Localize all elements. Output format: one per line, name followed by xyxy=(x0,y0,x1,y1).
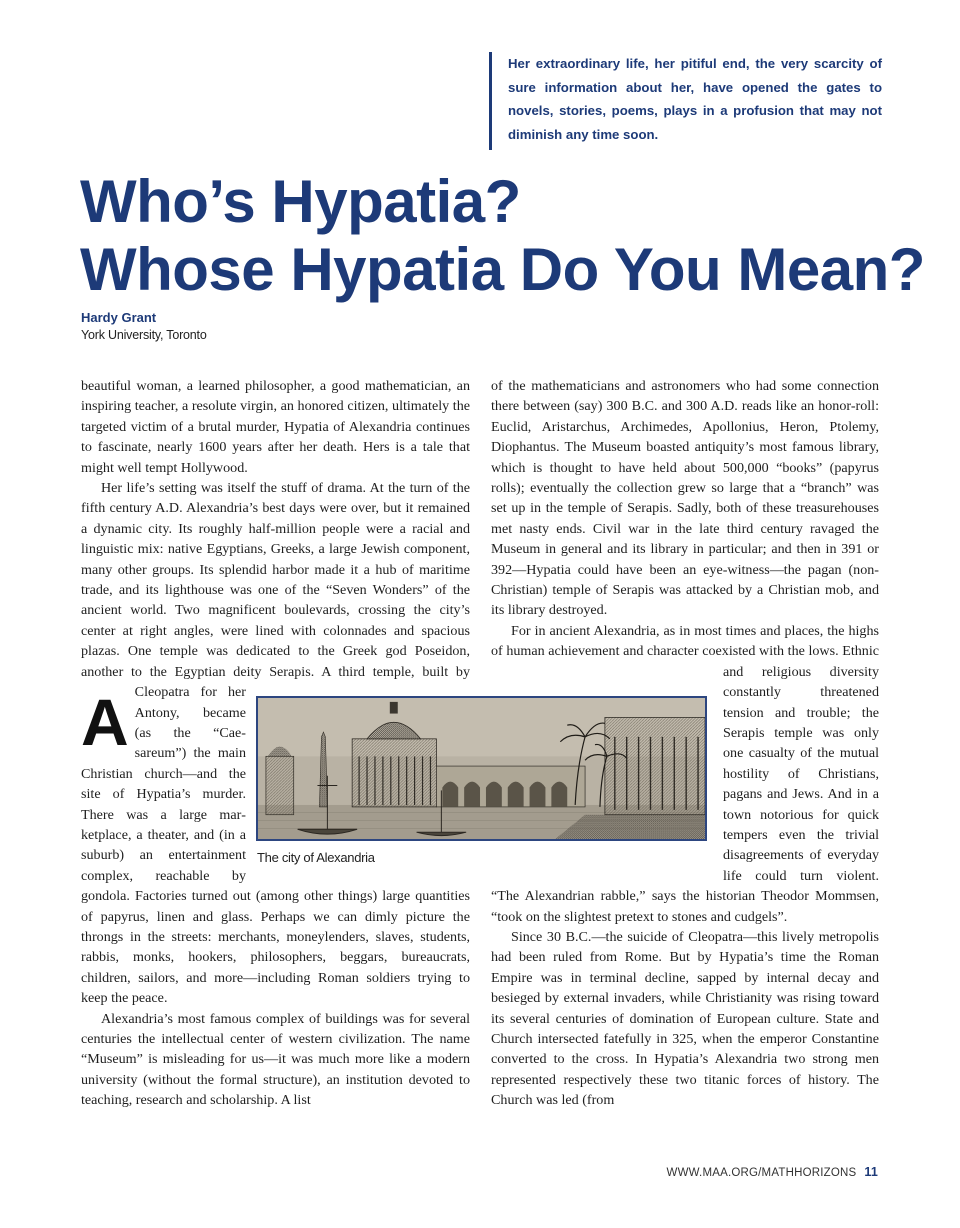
paragraph-6: Since 30 B.C.—the suicide of Cleopatra—this lively metropolis had been ruled from Rome. But by Hypatia’s time the Roman Empire was in terminal decline, sapped by internal decay and besieged by external invaders, while Christianity was rising toward its several centuries of domination of European culture. State and Church intersected fatefully in 325, when the emperor Constantine converted to the cross. In Hypatia’s Alexandria two strong men represented respectively these two titanic forces of history. The Church was led (from xyxy=(491,928,879,1109)
pull-quote xyxy=(489,52,882,150)
title-line-2: Whose Hypatia Do You Mean? xyxy=(80,236,925,303)
title-line-1: Who’s Hypatia? xyxy=(80,168,521,235)
author-affiliation: York University, Toronto xyxy=(81,328,207,342)
paragraph-3: Alexandria’s most famous complex of buildings was for several centuries the intellectual center of western civilization. The name “Museum” is misleading for us—it was much more like a modern university (without the formal structure), an institution devoted to teaching, research and scholarship. A list xyxy=(81,1010,470,1109)
page-footer xyxy=(667,1165,878,1179)
figure-caption: The city of Alexandria xyxy=(257,850,375,865)
article-title xyxy=(80,168,925,304)
drop-cap: A xyxy=(81,685,129,759)
author-name: Hardy Grant xyxy=(81,310,157,325)
alexandria-engraving xyxy=(256,696,707,841)
footer-url[interactable]: WWW.MAA.ORG/MATHHORIZONS xyxy=(666,1167,857,1179)
paragraph-2: Her life’s setting was itself the stuff of drama. At the turn of the fifth century A.D. Alexandria’s best days were over, but it remained a dynamic city. Its roughly half-million people were a racial and linguistic mix: native Egyptians, Greeks, a large Jewish component, many other groups. Its splendid harbor made it a hub of maritime trade, and its lighthouse was one of the “Seven Wonders” of the ancient world. Two magnificent boulevards, crossing the city’s center at right angles, were lined with colonnades and spacious plazas. One temple was dedicated to the Greek god Poseidon, another to the Egyptian deity Serapis. A third temple, built by Cleopatra for her Antony, became (as the “Caesareum”) the main Christian church—and the site of Hypatia’s murder. There was a large marketplace, a theater, and (in a suburb) an entertainment complex, reachable by gondola. Factories turned out (among other things) large quantities of papyrus, linen and glass. Perhaps we can dimly picture the throngs in the streets: merchants, moneylenders, slaves, students, rabbis, monks, hookers, philosophers, beggars, bureaucrats, children, sailors, and more—including Roman soldiers trying to keep the peace. xyxy=(81,480,470,1007)
paragraph-5: For in ancient Alexandria, as in most times and places, the highs of human achievement and character coexisted with the lows. Ethnic and religious diversity constantly threatened tension and trouble; the Serapis temple was only one casualty of the mutual hostility of Christians, pagans and Jews. And in a town notorious for quick tempers even the trivial disagreements of everyday life could turn violent. “The Alexandrian rabble,” says the historian Theodor Mommsen, “took on the slightest pretext to stones and cudgels”. xyxy=(491,622,879,925)
paragraph-4: of the mathematicians and astronomers who had some connection there between (say) 300 B.C. and 300 A.D. reads like an honor-roll: Euclid, Aristarchus, Archimedes, Apollonius, Heron, Ptolemy, Diophantus. The Museum boasted antiquity’s most famous library, which is thought to have held about 500,000 “books” (papyrus rolls); eventually the collection grew so large that a “branch” was set up in the temple of Serapis. Sadly, both of these treasurehouses met nasty ends. Civil war in the late third century ravaged the Museum in general and its library in particular; and then in 391 or 392—Hypatia could have been an eye-witness—the pagan (non-Christian) temple of Serapis was attacked by a Christian mob, and its library destroyed. xyxy=(491,378,879,619)
paragraph-1: A beautiful woman, a learned philosopher, a good mathematician, an inspiring teacher, a resolute virgin, an honored citizen, ultimately the targeted victim of a brutal murder, Hypatia of Alexandria continues to fascinate, nearly 1600 years after her death. Hers is a tale that might well tempt Hollywood. xyxy=(81,378,470,759)
page-number: 11 xyxy=(864,1165,878,1179)
city-illustration xyxy=(258,698,705,839)
pull-quote-text: Her extraordinary life, her pitiful end, the very scarcity of sure information about her, have opened the gates to novels, stories, poems, plays in a profusion that may not diminish any time soon. xyxy=(508,56,882,142)
